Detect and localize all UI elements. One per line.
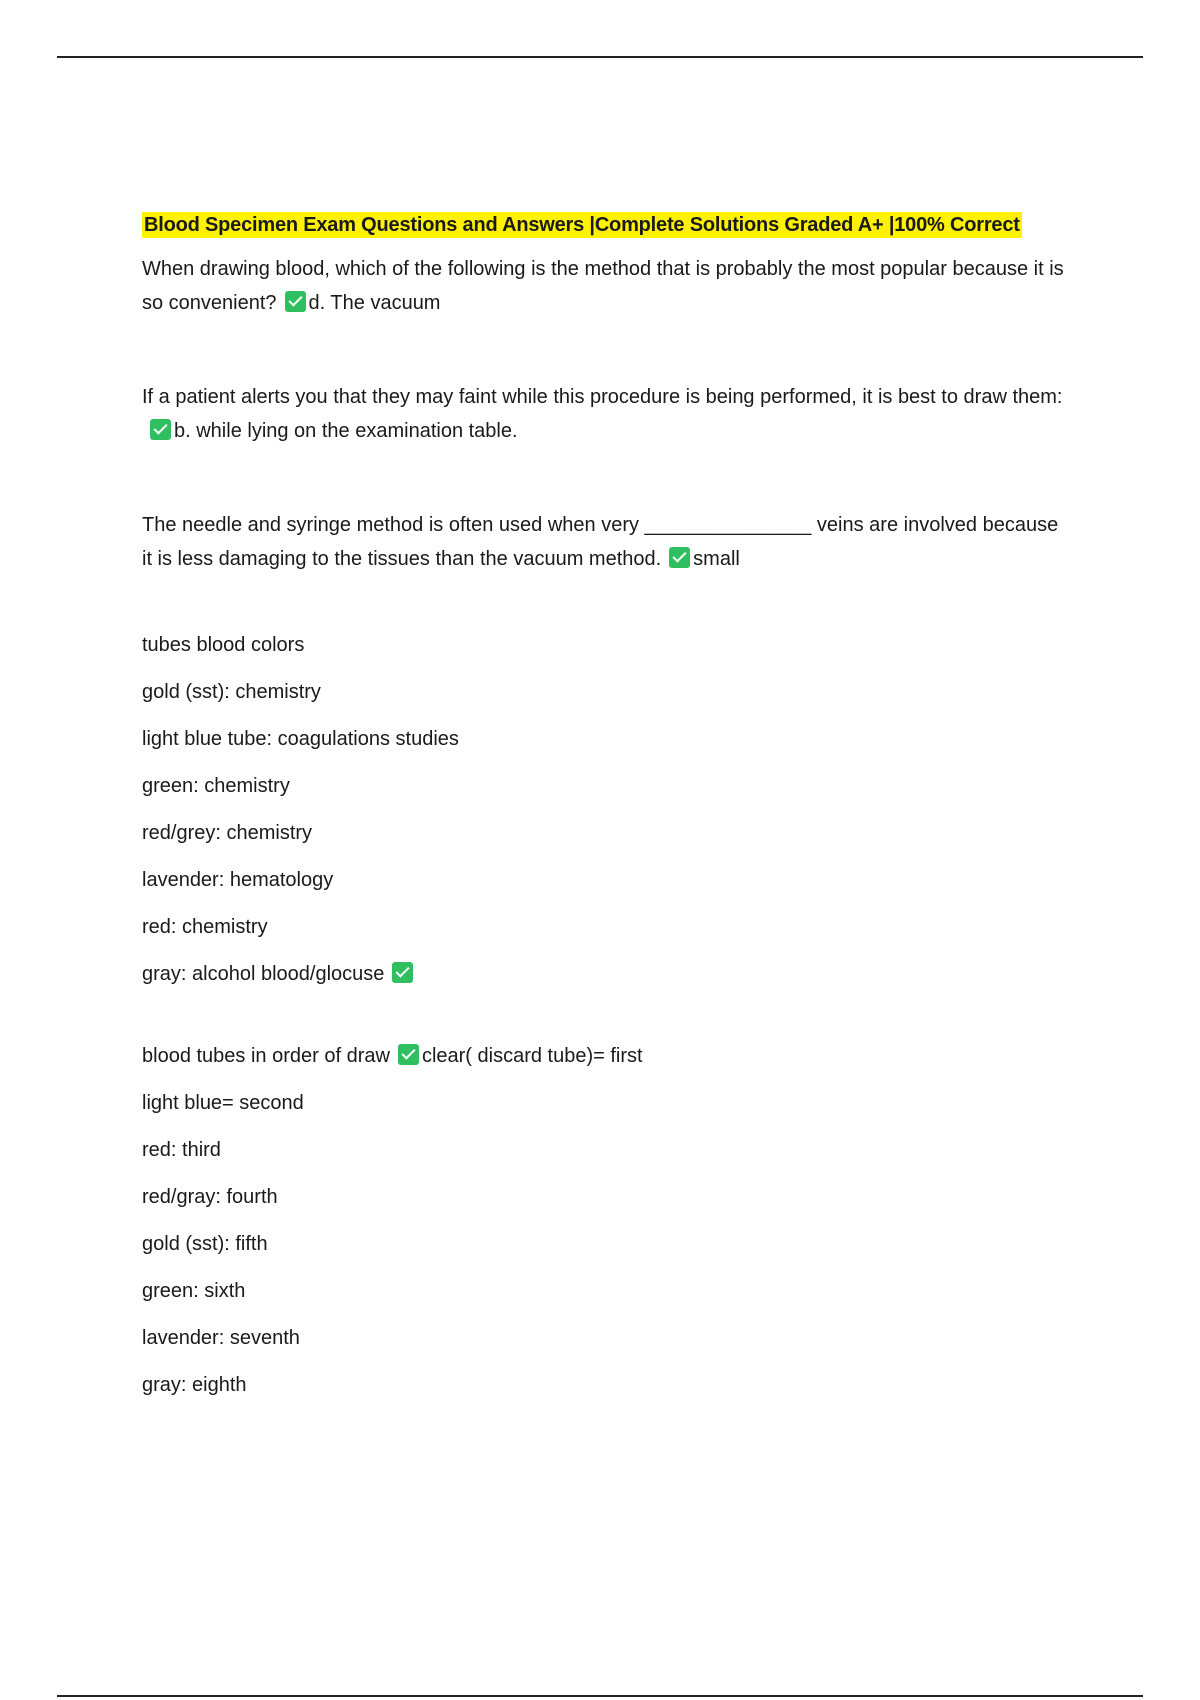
answer-text: b. while lying on the examination table. bbox=[174, 420, 518, 442]
list-item: gold (sst): fifth bbox=[142, 1233, 268, 1255]
check-icon bbox=[398, 1044, 419, 1065]
tube-colors-heading: tubes blood colors bbox=[142, 634, 305, 656]
check-icon bbox=[285, 291, 306, 312]
list-item: red/gray: fourth bbox=[142, 1186, 278, 1208]
list-item: red/grey: chemistry bbox=[142, 822, 313, 844]
list-item: red: third bbox=[142, 1139, 221, 1161]
answer-text: d. The vacuum bbox=[308, 292, 441, 314]
list-item: red: chemistry bbox=[142, 916, 268, 938]
tube-colors-section bbox=[142, 632, 1072, 987]
question-text: When drawing blood, which of the following is the method that is probably the most popular because it is so convenient? bbox=[142, 258, 1064, 314]
list-item: lavender: seventh bbox=[142, 1327, 300, 1349]
list-item: lavender: hematology bbox=[142, 869, 334, 891]
list-item-text: gray: alcohol blood/glocuse bbox=[142, 963, 385, 985]
document-body bbox=[142, 212, 1072, 1419]
header-rule bbox=[57, 56, 1143, 58]
document-title: Blood Specimen Exam Questions and Answers |Complete Solutions Graded A+ |100% Correct bbox=[144, 214, 1020, 236]
order-of-draw-heading bbox=[142, 1043, 1072, 1069]
list-item: light blue tube: coagulations studies bbox=[142, 728, 459, 750]
list-item-with-check bbox=[142, 961, 1072, 987]
answer-text: small bbox=[693, 548, 740, 570]
qa-item-1 bbox=[142, 252, 1072, 320]
list-item: gray: eighth bbox=[142, 1374, 247, 1396]
list-item: green: chemistry bbox=[142, 775, 290, 797]
footer-rule bbox=[57, 1695, 1143, 1697]
order-heading-text: blood tubes in order of draw bbox=[142, 1045, 390, 1067]
order-of-draw-section bbox=[142, 1043, 1072, 1398]
check-icon bbox=[392, 962, 413, 983]
check-icon bbox=[669, 547, 690, 568]
list-item: light blue= second bbox=[142, 1092, 304, 1114]
check-icon bbox=[150, 419, 171, 440]
qa-item-2 bbox=[142, 380, 1072, 448]
list-item: gold (sst): chemistry bbox=[142, 681, 321, 703]
qa-item-3 bbox=[142, 508, 1072, 576]
order-first-text: clear( discard tube)= first bbox=[421, 1045, 643, 1067]
question-text: If a patient alerts you that they may faint while this procedure is being performed, it is best to draw them: bbox=[142, 386, 1063, 408]
list-item: green: sixth bbox=[142, 1280, 246, 1302]
question-text: The needle and syringe method is often used when very _______________ veins are involved because it is less damaging to the tissues than the vacuum method. bbox=[142, 514, 1059, 570]
